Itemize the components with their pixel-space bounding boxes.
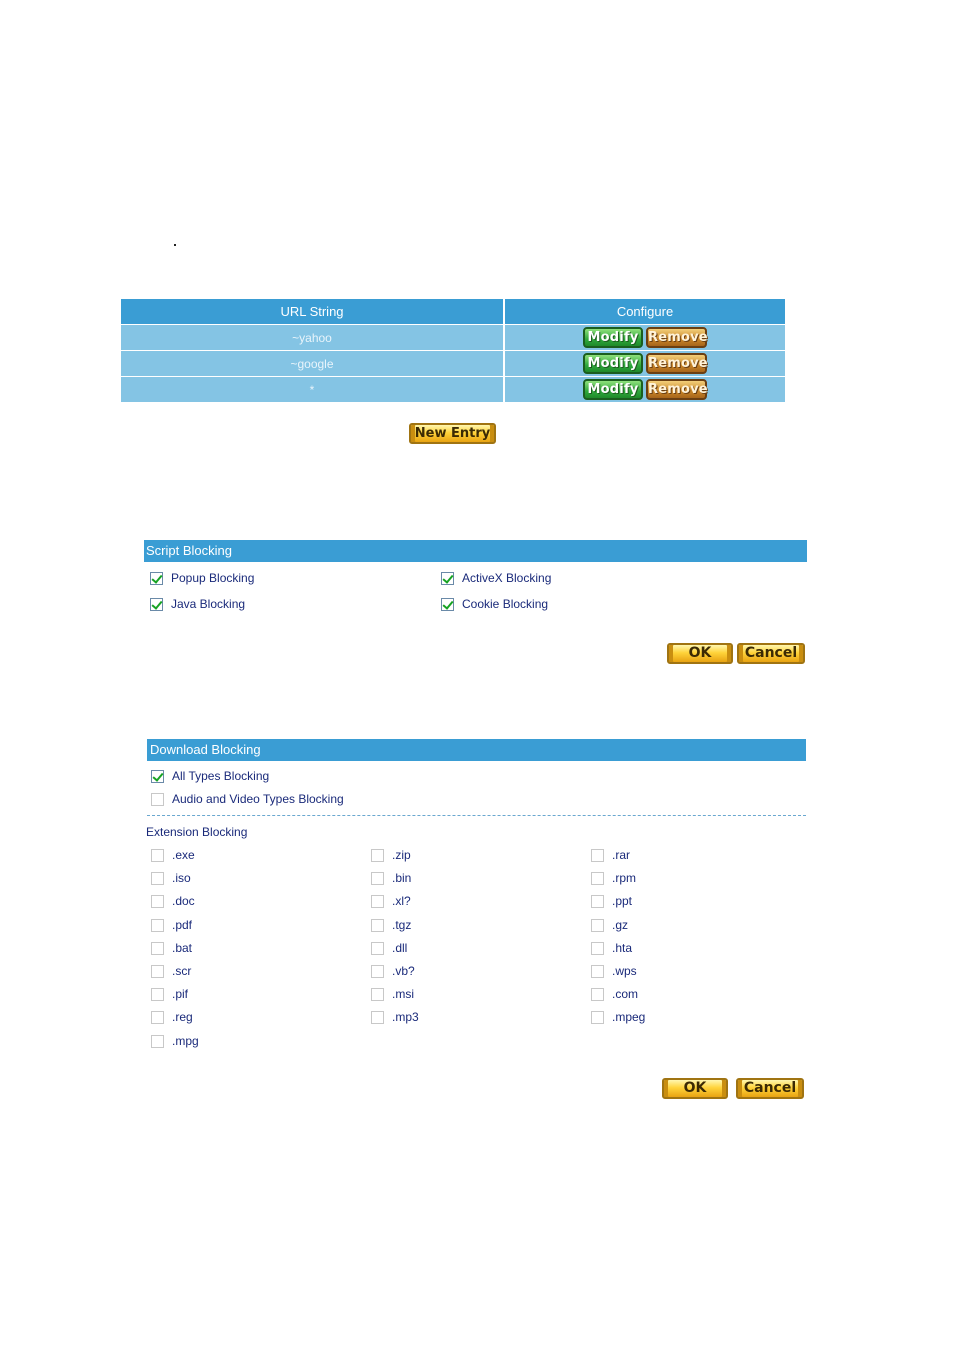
popup-blocking-label: Popup Blocking xyxy=(171,571,255,585)
ext-checkbox[interactable] xyxy=(591,942,604,955)
configure-cell xyxy=(504,351,785,377)
ext-checkbox[interactable] xyxy=(151,849,164,862)
ext-checkbox[interactable] xyxy=(151,1011,164,1024)
ext-checkbox[interactable] xyxy=(151,942,164,955)
ext-label: .msi xyxy=(392,987,414,1001)
table-row xyxy=(121,325,785,351)
cookie-blocking-label: Cookie Blocking xyxy=(462,597,549,611)
ext-label: .pdf xyxy=(172,918,193,932)
ext-label: .rar xyxy=(612,848,630,862)
ext-label: .mp3 xyxy=(392,1010,419,1024)
ext-label: .rpm xyxy=(612,871,636,885)
ext-option-bat[interactable] xyxy=(151,939,192,957)
ext-checkbox[interactable] xyxy=(371,965,384,978)
ext-label: .exe xyxy=(172,848,195,862)
ext-label: .hta xyxy=(612,941,633,955)
script-blocking-header: Script Blocking xyxy=(144,540,807,562)
ext-option-msi[interactable] xyxy=(371,985,414,1003)
ext-option-doc[interactable] xyxy=(151,892,195,910)
remove-button[interactable]: Remove xyxy=(646,353,707,374)
download-ok-button[interactable]: OK xyxy=(662,1078,728,1099)
stray-dot xyxy=(174,244,176,246)
ext-option-scr[interactable] xyxy=(151,962,191,980)
java-blocking-option[interactable] xyxy=(150,595,245,613)
table-row xyxy=(121,377,785,403)
all-types-blocking-label: All Types Blocking xyxy=(172,769,270,783)
audio-video-blocking-option[interactable] xyxy=(151,790,344,808)
ext-option-mp3[interactable] xyxy=(371,1008,419,1026)
all-types-blocking-option[interactable] xyxy=(151,767,269,785)
ext-option-tgz[interactable] xyxy=(371,916,411,934)
url-table-header xyxy=(121,299,785,325)
ext-checkbox[interactable] xyxy=(151,1035,164,1048)
ext-label: .xl? xyxy=(392,894,411,908)
configure-header: Configure xyxy=(504,299,785,325)
ext-option-mpg[interactable] xyxy=(151,1032,199,1050)
ext-label: .mpeg xyxy=(612,1010,646,1024)
url-string-cell: * xyxy=(121,377,504,403)
popup-blocking-checkbox[interactable] xyxy=(150,572,163,585)
ext-checkbox[interactable] xyxy=(371,919,384,932)
ext-option-iso[interactable] xyxy=(151,869,191,887)
popup-blocking-option[interactable] xyxy=(150,569,254,587)
table-row xyxy=(121,351,785,377)
ext-checkbox[interactable] xyxy=(591,1011,604,1024)
cookie-blocking-checkbox[interactable] xyxy=(441,598,454,611)
all-types-blocking-checkbox[interactable] xyxy=(151,770,164,783)
ext-checkbox[interactable] xyxy=(371,849,384,862)
ext-checkbox[interactable] xyxy=(591,919,604,932)
ext-checkbox[interactable] xyxy=(151,988,164,1001)
download-cancel-button[interactable]: Cancel xyxy=(736,1078,804,1099)
extension-blocking-title: Extension Blocking xyxy=(146,825,248,839)
new-entry-button[interactable]: New Entry xyxy=(409,423,496,444)
ext-option-rpm[interactable] xyxy=(591,869,636,887)
ext-label: .reg xyxy=(172,1010,193,1024)
ext-option-ppt[interactable] xyxy=(591,892,632,910)
ext-option-hta[interactable] xyxy=(591,939,632,957)
ext-checkbox[interactable] xyxy=(371,872,384,885)
script-ok-button[interactable]: OK xyxy=(667,643,733,664)
configure-cell xyxy=(504,325,785,351)
ext-label: .gz xyxy=(612,918,629,932)
section-divider xyxy=(147,815,806,816)
ext-label: .doc xyxy=(172,894,195,908)
ext-option-pdf[interactable] xyxy=(151,916,192,934)
audio-video-blocking-checkbox[interactable] xyxy=(151,793,164,806)
script-cancel-button[interactable]: Cancel xyxy=(737,643,805,664)
ext-option-zip[interactable] xyxy=(371,846,411,864)
ext-label: .dll xyxy=(392,941,408,955)
ext-label: .bin xyxy=(392,871,412,885)
ext-option-xl[interactable] xyxy=(371,892,411,910)
url-string-cell: ~yahoo xyxy=(121,325,504,351)
ext-option-vb[interactable] xyxy=(371,962,415,980)
ext-label: .zip xyxy=(392,848,411,862)
ext-checkbox[interactable] xyxy=(371,895,384,908)
ext-option-dll[interactable] xyxy=(371,939,407,957)
ext-option-reg[interactable] xyxy=(151,1008,193,1026)
url-table xyxy=(121,299,785,402)
ext-option-wps[interactable] xyxy=(591,962,637,980)
ext-option-mpeg[interactable] xyxy=(591,1008,645,1026)
ext-label: .wps xyxy=(612,964,637,978)
ext-checkbox[interactable] xyxy=(371,1011,384,1024)
audio-video-blocking-label: Audio and Video Types Blocking xyxy=(172,792,344,806)
ext-checkbox[interactable] xyxy=(371,988,384,1001)
url-string-cell: ~google xyxy=(121,351,504,377)
modify-button[interactable]: Modify xyxy=(583,379,643,400)
modify-button[interactable]: Modify xyxy=(583,327,643,348)
ext-option-rar[interactable] xyxy=(591,846,630,864)
ext-label: .ppt xyxy=(612,894,633,908)
activex-blocking-option[interactable] xyxy=(441,569,551,587)
java-blocking-label: Java Blocking xyxy=(171,597,246,611)
ext-checkbox[interactable] xyxy=(151,895,164,908)
configure-cell xyxy=(504,377,785,403)
ext-checkbox[interactable] xyxy=(151,919,164,932)
ext-checkbox[interactable] xyxy=(591,849,604,862)
activex-blocking-checkbox[interactable] xyxy=(441,572,454,585)
download-blocking-header: Download Blocking xyxy=(147,739,806,761)
ext-option-com[interactable] xyxy=(591,985,638,1003)
ext-option-gz[interactable] xyxy=(591,916,628,934)
ext-label: .pif xyxy=(172,987,189,1001)
url-string-header: URL String xyxy=(121,299,504,325)
cookie-blocking-option[interactable] xyxy=(441,595,548,613)
ext-option-exe[interactable] xyxy=(151,846,195,864)
ext-option-pif[interactable] xyxy=(151,985,188,1003)
remove-button[interactable]: Remove xyxy=(646,379,707,400)
ext-label: .com xyxy=(612,987,639,1001)
activex-blocking-label: ActiveX Blocking xyxy=(462,571,552,585)
ext-label: .mpg xyxy=(172,1034,199,1048)
ext-checkbox[interactable] xyxy=(591,872,604,885)
ext-option-bin[interactable] xyxy=(371,869,411,887)
ext-checkbox[interactable] xyxy=(591,988,604,1001)
ext-checkbox[interactable] xyxy=(151,965,164,978)
ext-label: .scr xyxy=(172,964,192,978)
java-blocking-checkbox[interactable] xyxy=(150,598,163,611)
ext-checkbox[interactable] xyxy=(371,942,384,955)
modify-button[interactable]: Modify xyxy=(583,353,643,374)
ext-label: .iso xyxy=(172,871,191,885)
remove-button[interactable]: Remove xyxy=(646,327,707,348)
ext-checkbox[interactable] xyxy=(591,895,604,908)
ext-label: .tgz xyxy=(392,918,412,932)
ext-label: .bat xyxy=(172,941,193,955)
ext-checkbox[interactable] xyxy=(151,872,164,885)
ext-checkbox[interactable] xyxy=(591,965,604,978)
ext-label: .vb? xyxy=(392,964,415,978)
